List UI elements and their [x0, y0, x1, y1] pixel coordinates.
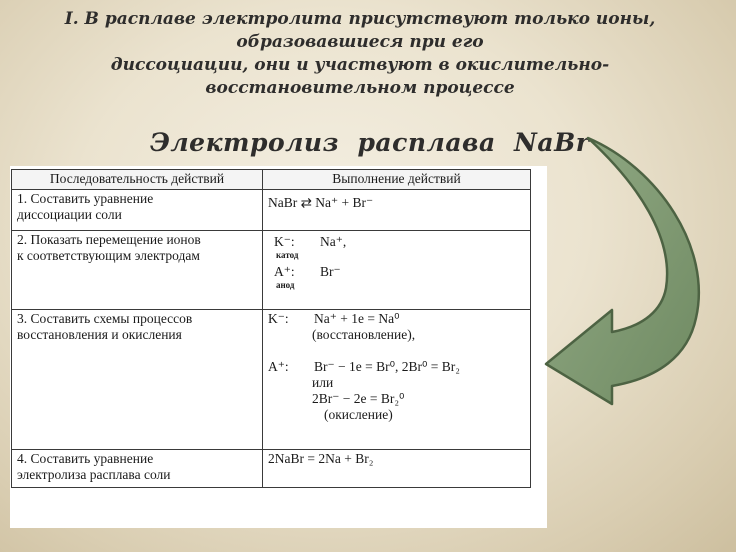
- table-sheet: [10, 166, 547, 528]
- slide-subtitle: Электролиз расплава NaBr: [150, 128, 590, 157]
- oxidation-equation: Br⁻ − 1e = Br⁰, 2Br⁰ = Br₂: [314, 359, 460, 374]
- step-cell: [12, 190, 263, 231]
- step-text: диссоциации соли: [17, 207, 122, 222]
- col-header-steps: Последовательность действий: [12, 170, 263, 190]
- anode-sign: A⁺:: [268, 359, 289, 374]
- cathode-sign: K⁻:: [274, 234, 295, 249]
- cathode-ion: Na⁺,: [320, 234, 347, 249]
- electrolysis-equation: 2NaBr = 2Na + Br₂: [268, 451, 374, 466]
- dissociation-equation: NaBr ⇄ Na⁺ + Br⁻: [268, 195, 374, 210]
- anode-sign: A⁺:: [274, 264, 295, 279]
- action-cell: [263, 231, 531, 310]
- step-text: 4. Составить уравнение: [17, 451, 154, 466]
- step-cell: [12, 231, 263, 310]
- table-row: [12, 190, 531, 231]
- reduction-equation: Na⁺ + 1e = Na⁰: [314, 311, 400, 326]
- step-cell: [12, 310, 263, 450]
- slide-header: [20, 8, 700, 100]
- header-line-4: восстановительном процессе: [205, 78, 515, 98]
- step-text: 1. Составить уравнение: [17, 191, 154, 206]
- table-row: [12, 310, 531, 450]
- table-row: [12, 231, 531, 310]
- anode-label: анод: [276, 280, 295, 290]
- step-cell: [12, 450, 263, 488]
- step-text: восстановления и окисления: [17, 327, 182, 342]
- table-row: [12, 450, 531, 488]
- oxidation-equation-alt: 2Br⁻ − 2e = Br₂⁰: [312, 391, 405, 406]
- oxidation-note: (окисление): [324, 407, 393, 422]
- cathode-label: катод: [276, 250, 299, 260]
- anode-ion: Br⁻: [320, 264, 341, 279]
- action-cell: [263, 310, 531, 450]
- curved-arrow-icon: [540, 128, 732, 406]
- col-header-actions: Выполнение действий: [263, 170, 531, 190]
- header-line-1: I. В расплаве электролита присутствуют только ионы,: [64, 9, 656, 29]
- step-text: к соответствующим электродам: [17, 248, 200, 263]
- step-text: электролиза расплава соли: [17, 467, 171, 482]
- steps-table: [11, 169, 531, 488]
- step-text: 2. Показать перемещение ионов: [17, 232, 201, 247]
- reduction-note: (восстановление),: [312, 327, 416, 342]
- cathode-sign: K⁻:: [268, 311, 289, 326]
- header-line-3: диссоциации, они и участвуют в окислительно-: [110, 55, 610, 75]
- header-line-2: образовавшиеся при его: [236, 32, 484, 52]
- action-cell: [263, 450, 531, 488]
- action-cell: [263, 190, 531, 231]
- or-text: или: [312, 375, 334, 390]
- step-text: 3. Составить схемы процессов: [17, 311, 193, 326]
- table-header-row: [12, 170, 531, 190]
